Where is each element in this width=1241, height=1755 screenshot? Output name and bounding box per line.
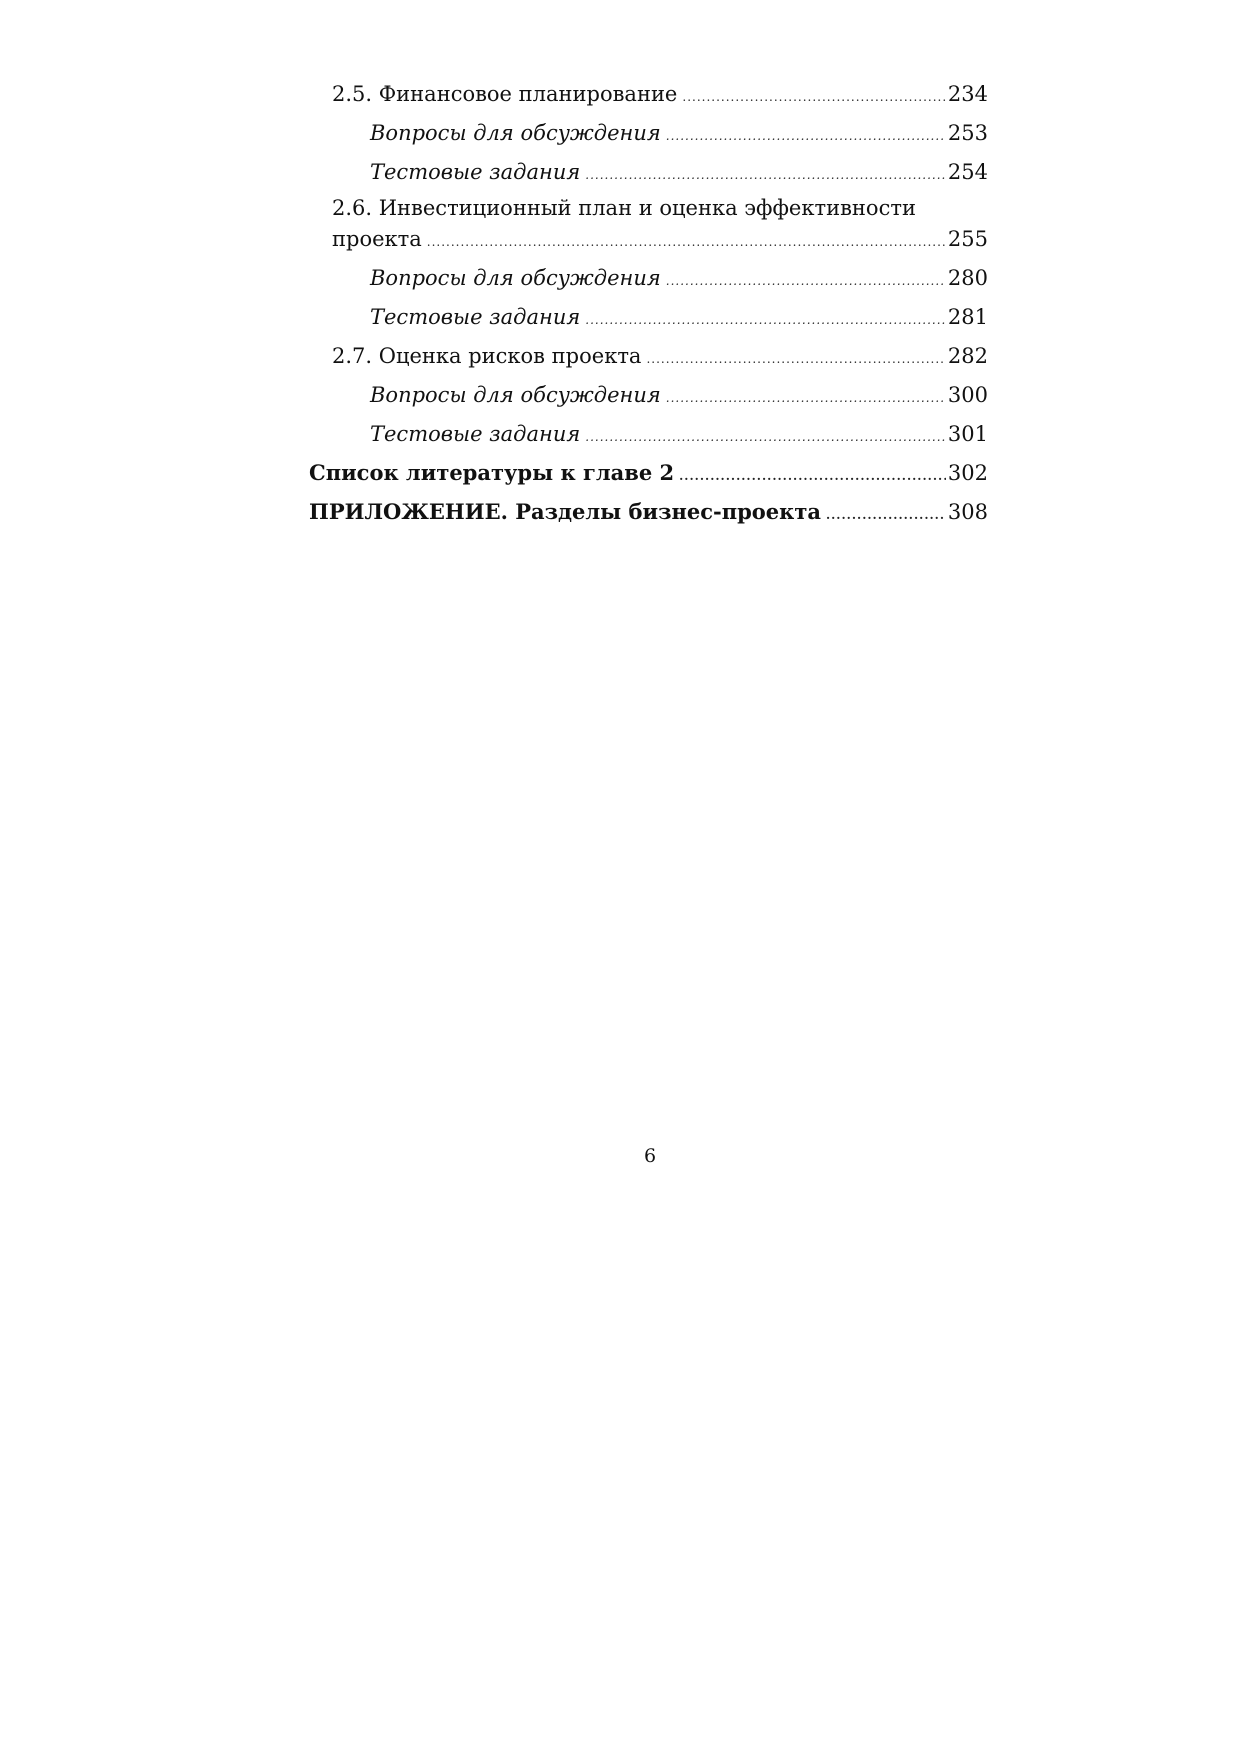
- toc-entry-page: 308: [947, 500, 988, 524]
- toc-entry[interactable]: [309, 299, 988, 338]
- dot-leader: [585, 157, 946, 193]
- toc-entry-title: Вопросы для обсуждения: [370, 383, 661, 407]
- toc-entry-continuation[interactable]: [309, 223, 988, 258]
- toc-entry-title-line1: 2.6. Инвестиционный план и оценка эффективности: [332, 196, 916, 220]
- toc-entry-title: Тестовые задания: [370, 160, 581, 184]
- toc-entry-title: Тестовые задания: [370, 422, 581, 446]
- dot-leader: [826, 497, 946, 533]
- toc-entry-page: 280: [947, 266, 988, 290]
- toc-entry[interactable]: [309, 76, 988, 115]
- toc-entry-title-line2: проекта: [332, 227, 422, 251]
- dot-leader: [666, 263, 946, 299]
- toc-entry[interactable]: [309, 494, 988, 533]
- dot-leader: [427, 226, 946, 258]
- dot-leader: [682, 79, 946, 115]
- dot-leader: [585, 302, 946, 338]
- dot-leader: [585, 419, 946, 455]
- toc-entry[interactable]: [309, 154, 988, 193]
- toc-entry[interactable]: [309, 260, 988, 299]
- toc-entry[interactable]: [309, 115, 988, 154]
- toc-entry-page: 255: [947, 227, 988, 251]
- toc-entry-page: 301: [947, 422, 988, 446]
- table-of-contents: [309, 76, 988, 533]
- page-number: 6: [643, 1145, 657, 1167]
- dot-leader: [666, 380, 946, 416]
- toc-entry-page: 300: [947, 383, 988, 407]
- toc-entry-page: 253: [947, 121, 988, 145]
- toc-entry[interactable]: [309, 377, 988, 416]
- dot-leader: [646, 341, 945, 377]
- toc-entry-title: Вопросы для обсуждения: [370, 121, 661, 145]
- dot-leader: [666, 118, 946, 154]
- toc-entry[interactable]: [309, 193, 988, 223]
- toc-entry-title: Вопросы для обсуждения: [370, 266, 661, 290]
- dot-leader: [679, 458, 946, 494]
- toc-entry-title: Список литературы к главе 2: [309, 460, 675, 485]
- toc-entry[interactable]: [309, 416, 988, 455]
- toc-entry-title: Тестовые задания: [370, 305, 581, 329]
- toc-entry-title: 2.5. Финансовое планирование: [332, 82, 678, 106]
- toc-entry[interactable]: [309, 338, 988, 377]
- toc-entry-page: 281: [947, 305, 988, 329]
- toc-entry[interactable]: [309, 455, 988, 494]
- toc-entry-title: 2.7. Оценка рисков проекта: [332, 344, 642, 368]
- toc-entry-title: ПРИЛОЖЕНИЕ. Разделы бизнес-проекта: [309, 499, 821, 524]
- toc-entry-page: 254: [947, 160, 988, 184]
- toc-entry-page: 282: [947, 344, 988, 368]
- toc-entry-page: 234: [947, 82, 988, 106]
- toc-entry-page: 302: [947, 461, 988, 485]
